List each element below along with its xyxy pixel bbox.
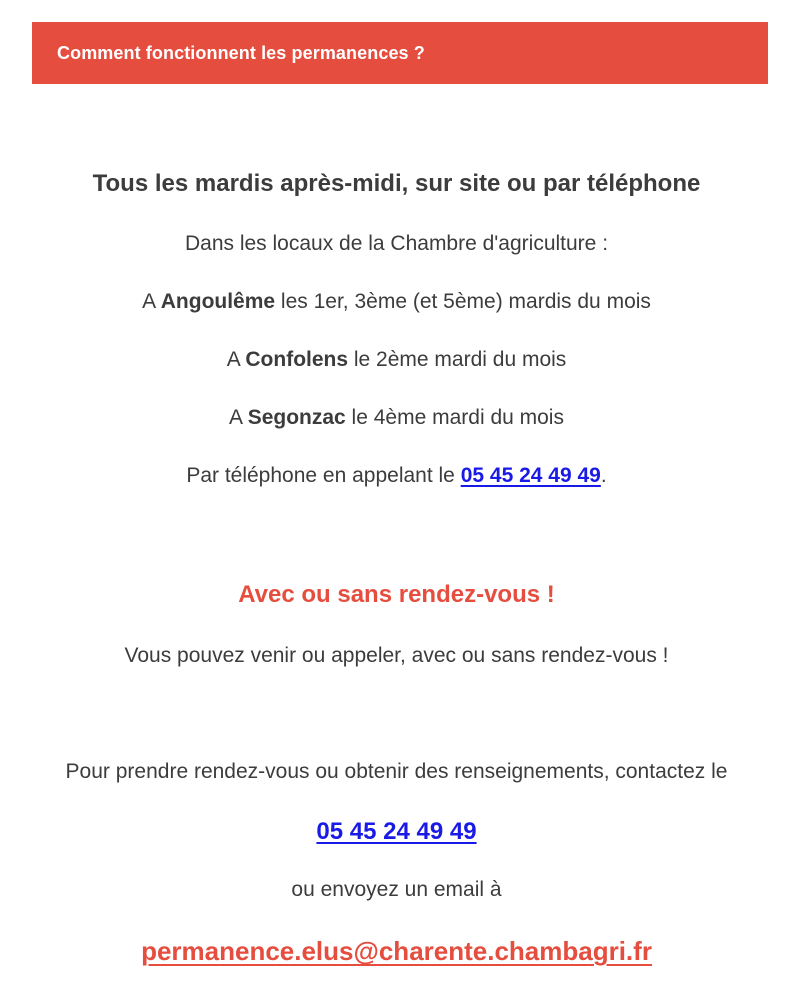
phone-line-prefix: Par téléphone en appelant le [186, 464, 461, 487]
location-detail: le 4ème mardi du mois [345, 406, 564, 429]
location-prefix: A [229, 406, 248, 429]
location-prefix: A [142, 290, 161, 313]
phone-line-suffix: . [600, 464, 607, 487]
contact-phone-link[interactable]: 05 45 24 49 49 [316, 818, 477, 845]
appointment-text: Vous pouvez venir ou appeler, avec ou sans rendez-vous ! [124, 644, 669, 667]
contact-phone-row [0, 818, 793, 846]
appointment-headline: Avec ou sans rendez-vous ! [238, 581, 555, 608]
location-prefix: A [226, 348, 246, 371]
phone-link[interactable]: 05 45 24 49 49 [460, 464, 601, 487]
location-city: Angoulême [160, 290, 276, 313]
email-link[interactable]: permanence.elus@charente.chambagri.fr [141, 936, 652, 966]
email-intro: ou envoyez un email à [291, 878, 502, 901]
location-city: Segonzac [247, 406, 346, 429]
location-city: Confolens [245, 348, 349, 371]
location-detail: les 1er, 3ème (et 5ème) mardis du mois [275, 290, 651, 313]
location-detail: le 2ème mardi du mois [348, 348, 567, 371]
location-confolens [0, 348, 793, 372]
phone-line [0, 464, 793, 488]
location-segonzac [0, 406, 793, 430]
schedule-headline: Tous les mardis après-midi, sur site ou par téléphone [92, 170, 701, 197]
email-row [0, 936, 793, 967]
location-angouleme [0, 290, 793, 314]
section-title: Comment fonctionnent les permanences ? [57, 42, 425, 63]
schedule-intro: Dans les locaux de la Chambre d'agriculture : [184, 232, 609, 255]
contact-text: Pour prendre rendez-vous ou obtenir des renseignements, contactez le [65, 760, 728, 783]
section-header [32, 22, 768, 84]
